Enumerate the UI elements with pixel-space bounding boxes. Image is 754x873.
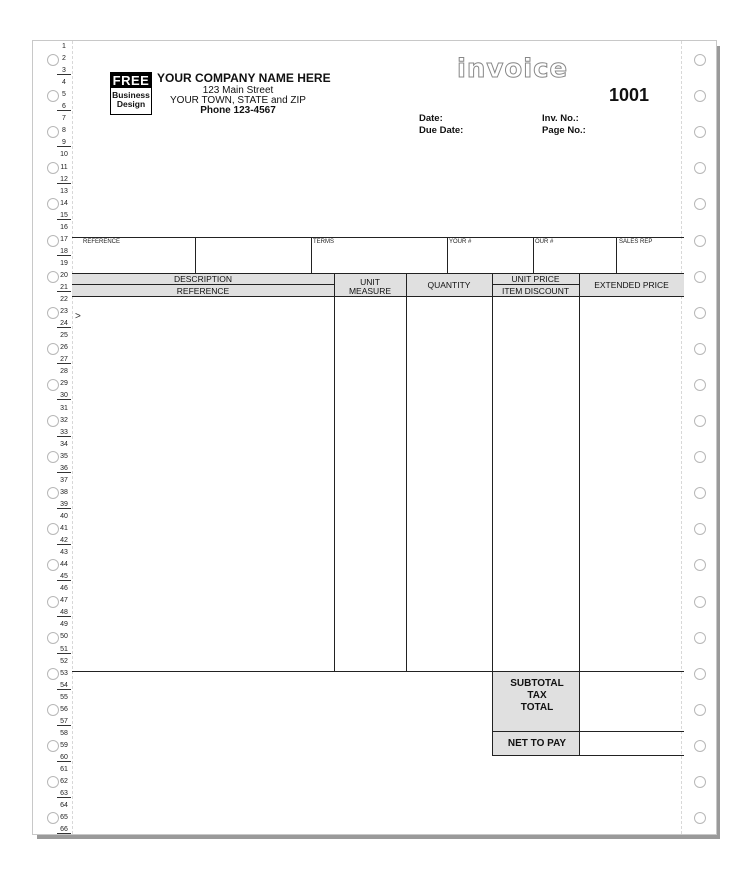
- line-number: 17: [60, 235, 68, 243]
- line-number: 4: [62, 79, 66, 87]
- tractor-hole: [694, 271, 706, 283]
- line-number: 48: [57, 609, 71, 617]
- line-number: 31: [60, 404, 68, 412]
- line-number: 30: [57, 392, 71, 400]
- header-bottom-rule: [72, 296, 684, 297]
- document-title: invoice: [457, 54, 569, 84]
- tractor-hole: [694, 343, 706, 355]
- line-number: 57: [57, 718, 71, 726]
- line-number: 43: [60, 549, 68, 557]
- line-number: 61: [60, 766, 68, 773]
- tractor-hole: [694, 162, 706, 174]
- line-number: 16: [60, 223, 68, 231]
- tractor-hole: [47, 343, 59, 355]
- description-split-rule: [72, 284, 334, 285]
- tractor-hole: [694, 487, 706, 499]
- line-number: 5: [62, 91, 66, 99]
- line-number: 59: [60, 741, 68, 749]
- tractor-hole: [694, 704, 706, 716]
- info-divider-1: [195, 237, 196, 273]
- tractor-hole: [47, 812, 59, 824]
- line-number: 52: [60, 657, 68, 665]
- info-divider-2: [311, 237, 312, 273]
- line-number: 3: [57, 67, 71, 75]
- col-unit-measure: [334, 278, 406, 296]
- line-number: 62: [60, 778, 68, 786]
- tractor-hole: [694, 668, 706, 680]
- line-number: 22: [60, 296, 68, 304]
- tractor-hole: [47, 235, 59, 247]
- tax-label: TAX: [527, 690, 547, 701]
- tractor-hole: [47, 704, 59, 716]
- tractor-hole: [694, 451, 706, 463]
- tractor-hole: [47, 307, 59, 319]
- line-number: 50: [60, 633, 68, 641]
- info-divider-5: [616, 237, 617, 273]
- logo-line-design: Design: [116, 99, 146, 109]
- line-number: 11: [60, 163, 68, 171]
- col-extended-price: EXTENDED PRICE: [594, 280, 669, 290]
- tractor-hole: [47, 559, 59, 571]
- tractor-hole: [47, 776, 59, 788]
- tractor-hole: [47, 271, 59, 283]
- line-number: 38: [60, 488, 68, 496]
- line-number: 19: [60, 259, 68, 267]
- sales-rep-label: SALES REP: [619, 239, 653, 245]
- tractor-hole: [694, 740, 706, 752]
- line-number: 1: [62, 43, 66, 50]
- tractor-hole: [47, 90, 59, 102]
- logo-subtext: [111, 91, 151, 109]
- line-number: 33: [57, 429, 71, 437]
- line-number: 39: [57, 501, 71, 509]
- col-description: DESCRIPTION: [173, 274, 233, 284]
- tractor-hole: [47, 596, 59, 608]
- alignment-marker: >: [75, 311, 81, 322]
- line-number: 34: [60, 440, 68, 448]
- your-number-label: YOUR #: [449, 239, 472, 245]
- line-number: 35: [60, 452, 68, 460]
- line-number: 23: [60, 308, 68, 316]
- tractor-hole: [694, 415, 706, 427]
- invoice-number: 1001: [609, 85, 650, 105]
- tractor-hole: [47, 198, 59, 210]
- header-top-rule: [72, 273, 684, 274]
- date-label: Date:: [419, 113, 443, 124]
- due-date-label: Due Date:: [419, 125, 464, 136]
- col-divider-2: [406, 273, 407, 671]
- line-number: 40: [60, 512, 68, 520]
- logo-free-text: FREE: [112, 73, 150, 88]
- line-number: 6: [57, 103, 71, 111]
- right-tractor-strip: [681, 41, 716, 834]
- line-number: 49: [60, 621, 68, 629]
- line-number: 14: [60, 199, 68, 207]
- line-number: 15: [57, 212, 71, 220]
- company-phone: Phone 123-4567: [200, 105, 276, 116]
- left-tractor-strip: [33, 41, 73, 834]
- totals-bottom-rule: [492, 731, 684, 732]
- tractor-hole: [694, 198, 706, 210]
- line-number: 51: [57, 646, 71, 654]
- terms-label: TERMS: [313, 239, 334, 245]
- line-number: 2: [62, 55, 66, 63]
- body-bottom-rule: [72, 671, 684, 672]
- line-number: 9: [57, 139, 71, 147]
- line-number: 20: [60, 271, 68, 279]
- tractor-hole: [47, 740, 59, 752]
- line-number: 27: [57, 356, 71, 364]
- tractor-hole: [694, 90, 706, 102]
- line-number: 28: [60, 368, 68, 376]
- line-number: 45: [57, 573, 71, 581]
- line-number: 55: [60, 693, 68, 701]
- tractor-hole: [47, 668, 59, 680]
- line-number: 64: [60, 802, 68, 810]
- col-unit-price: UNIT PRICE: [511, 274, 560, 284]
- tractor-hole: [47, 162, 59, 174]
- company-city: YOUR TOWN, STATE and ZIP: [170, 95, 306, 106]
- col-divider-1: [334, 273, 335, 671]
- logo-line-business: Business: [112, 90, 150, 100]
- line-number: 41: [60, 525, 68, 532]
- page-no-label: Page No.:: [542, 125, 586, 136]
- our-number-label: OUR #: [535, 239, 554, 245]
- line-number: 65: [60, 814, 68, 822]
- line-number: 54: [57, 682, 71, 690]
- tractor-hole: [47, 523, 59, 535]
- line-number: 10: [60, 151, 68, 159]
- net-to-pay-label: NET TO PAY: [507, 738, 567, 749]
- tractor-hole: [47, 54, 59, 66]
- tractor-hole: [47, 379, 59, 391]
- col-item-discount: ITEM DISCOUNT: [501, 286, 570, 296]
- line-number: 47: [60, 597, 68, 605]
- tractor-hole: [694, 126, 706, 138]
- col-unit-measure-line2: MEASURE: [348, 286, 392, 296]
- total-label: TOTAL: [520, 702, 554, 713]
- tractor-hole: [47, 632, 59, 644]
- line-number: 63: [57, 790, 71, 798]
- info-divider-3: [447, 237, 448, 273]
- line-number: 12: [57, 176, 71, 184]
- price-split-rule: [492, 284, 579, 285]
- tractor-hole: [47, 451, 59, 463]
- col-quantity: QUANTITY: [427, 280, 471, 290]
- line-number: 7: [62, 115, 66, 123]
- tractor-hole: [694, 632, 706, 644]
- tractor-hole: [694, 307, 706, 319]
- line-number: 37: [60, 476, 68, 484]
- tractor-hole: [694, 559, 706, 571]
- tractor-hole: [694, 379, 706, 391]
- line-number: 26: [60, 344, 68, 352]
- line-number: 46: [60, 585, 68, 593]
- info-row-top-rule: [72, 237, 684, 238]
- col-reference: REFERENCE: [176, 286, 230, 296]
- line-number: 13: [60, 187, 68, 195]
- line-number: 53: [60, 669, 68, 677]
- tractor-hole: [694, 523, 706, 535]
- reference-label: REFERENCE: [83, 239, 121, 245]
- brand-logo: [110, 72, 152, 115]
- invoice-form: [32, 40, 717, 835]
- line-number: 18: [57, 248, 71, 256]
- line-number: 36: [57, 465, 71, 473]
- line-number: 29: [60, 380, 68, 388]
- tractor-hole: [47, 487, 59, 499]
- inv-no-label: Inv. No.:: [542, 113, 579, 124]
- tractor-hole: [694, 235, 706, 247]
- company-name: YOUR COMPANY NAME HERE: [157, 71, 331, 85]
- tractor-hole: [694, 812, 706, 824]
- tractor-hole: [694, 596, 706, 608]
- line-number: 8: [62, 127, 66, 135]
- tractor-hole: [47, 126, 59, 138]
- info-divider-4: [533, 237, 534, 273]
- tractor-hole: [694, 54, 706, 66]
- tractor-hole: [694, 776, 706, 788]
- net-bottom-rule: [492, 755, 684, 756]
- company-street: 123 Main Street: [202, 85, 274, 96]
- line-number: 24: [57, 320, 71, 328]
- line-number: 21: [57, 284, 71, 292]
- line-number: 42: [57, 537, 71, 545]
- line-number: 44: [60, 561, 68, 569]
- line-number: 60: [57, 754, 71, 762]
- line-number: 58: [60, 729, 68, 737]
- tractor-hole: [47, 415, 59, 427]
- line-number: 66: [57, 826, 71, 834]
- subtotal-label: SUBTOTAL: [510, 678, 564, 689]
- line-number: 32: [60, 416, 68, 424]
- line-number: 56: [60, 705, 68, 713]
- line-number: 25: [60, 332, 68, 340]
- col-unit-measure-line1: UNIT: [360, 277, 380, 287]
